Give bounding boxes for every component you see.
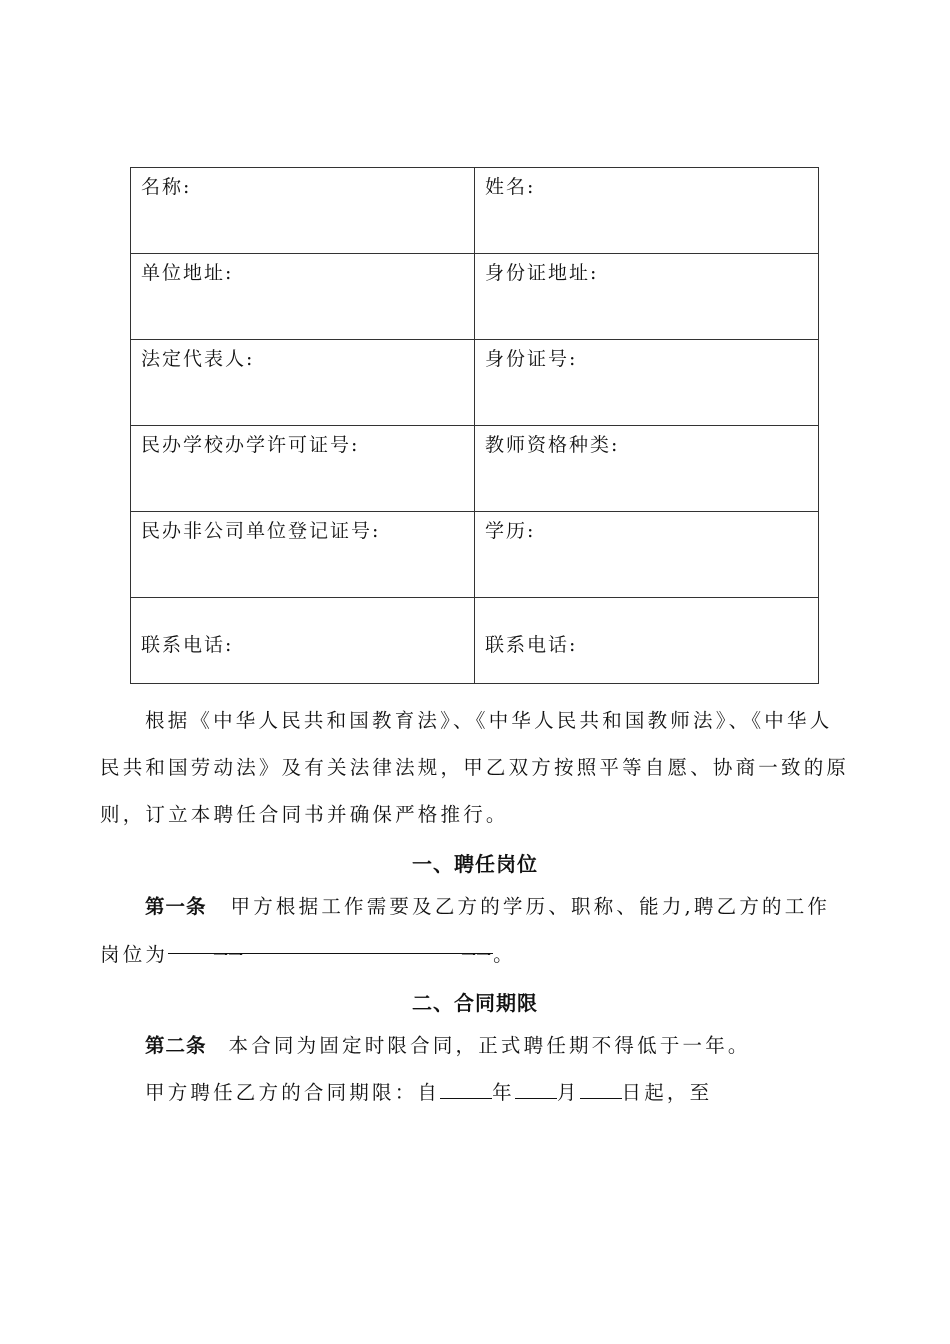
section-heading-term: 二、合同期限 — [412, 993, 538, 1015]
party-a-school-license-cell: 民办学校办学许可证号: — [131, 426, 475, 512]
party-info-table — [130, 167, 819, 684]
preamble-paragraph: 根据《中华人民共和国教育法》、《中华人民共和国教师法》、《中华人民共和国劳动法》及有关法律法规，甲乙双方按照平等自愿、协商一致的原则，订立本聘任合同书并确保严格推行。 — [100, 709, 850, 826]
table-row — [131, 254, 819, 340]
position-blank — [168, 931, 493, 965]
party-b-teacher-qualification-cell: 教师资格种类: — [475, 426, 819, 512]
article-2-text: 本合同为固定时限合同，正式聘任期不得低于一年。 — [228, 1034, 751, 1057]
article-2-paragraph — [100, 1022, 850, 1070]
party-a-name-cell: 名称: — [131, 168, 475, 254]
blank-mark-left: 一一 — [213, 947, 244, 965]
party-b-phone-cell: 联系电话: — [475, 598, 819, 684]
table-row — [131, 426, 819, 512]
blank-mark-right: 一一 — [461, 947, 492, 965]
article-1-text: 甲方根据工作需要及乙方的学历、职称、能力,聘乙方的工作岗位为 — [100, 895, 831, 966]
article-1-paragraph — [100, 883, 850, 978]
table-row — [131, 598, 819, 684]
month-label: 月 — [556, 1081, 580, 1104]
year-label: 年 — [492, 1081, 515, 1104]
party-b-id-address-cell: 身份证地址: — [475, 254, 819, 340]
term-prefix: 甲方聘任乙方的合同期限：自 — [145, 1081, 441, 1104]
party-a-legal-rep-cell: 法定代表人: — [131, 340, 475, 426]
article-1-label: 第一条 — [145, 896, 207, 918]
table-row — [131, 512, 819, 598]
party-a-address-cell: 单位地址: — [131, 254, 475, 340]
contract-term-line — [100, 1069, 850, 1116]
month-blank — [515, 1076, 557, 1099]
party-b-name-cell: 姓名: — [475, 168, 819, 254]
year-blank — [440, 1076, 492, 1099]
party-b-id-number-cell: 身份证号: — [475, 340, 819, 426]
party-a-registration-cell: 民办非公司单位登记证号: — [131, 512, 475, 598]
day-suffix: 日起，至 — [621, 1081, 713, 1104]
party-a-phone-cell: 联系电话: — [131, 598, 475, 684]
table-row — [131, 168, 819, 254]
article-2-label: 第二条 — [145, 1035, 207, 1057]
section-heading-position: 一、聘任岗位 — [412, 854, 538, 876]
party-b-education-cell: 学历: — [475, 512, 819, 598]
day-blank — [580, 1076, 622, 1099]
article-1-end: 。 — [493, 943, 516, 966]
table-row — [131, 340, 819, 426]
